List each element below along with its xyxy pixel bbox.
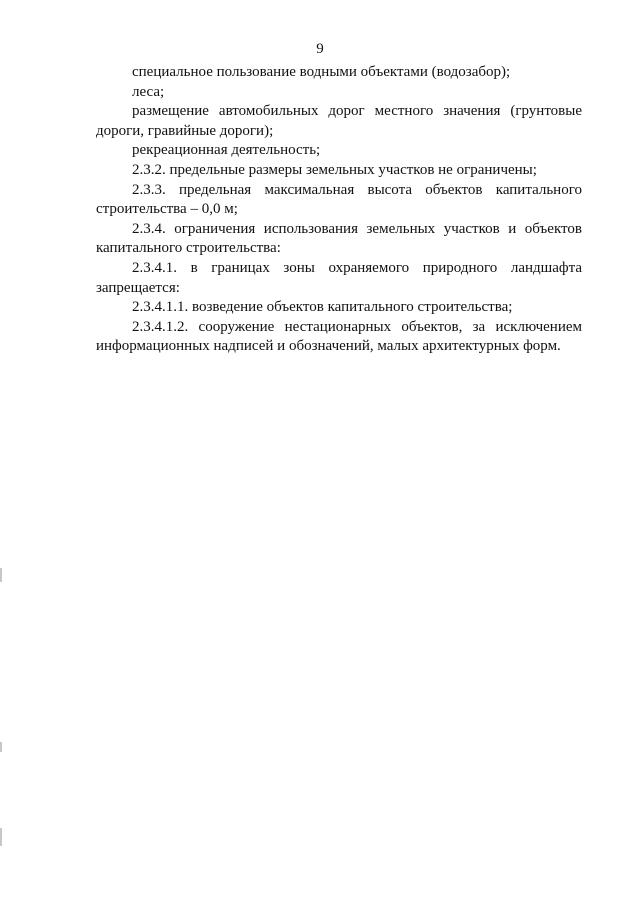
document-body: [96, 63, 582, 357]
paragraph-2-3-3: 2.3.3. предельная максимальная высота объектов капитального строительства – 0,0 м;: [96, 181, 582, 218]
scan-edge-mark: [0, 828, 2, 846]
paragraph-water-use: специальное пользование водными объектами (водозабор);: [132, 64, 511, 80]
paragraph-2-3-4-1: 2.3.4.1. в границах зоны охраняемого природного ландшафта запрещается:: [96, 259, 582, 296]
paragraph-forests: леса;: [132, 83, 165, 100]
paragraph-2-3-2: 2.3.2. предельные размеры земельных участков не ограничены;: [132, 161, 537, 178]
paragraph-2-3-4-1-1: 2.3.4.1.1. возведение объектов капитального строительства;: [132, 299, 513, 316]
paragraph-roads: размещение автомобильных дорог местного значения (грунтовые дороги, гравийные дороги);: [96, 103, 582, 139]
scan-edge-mark: [0, 742, 2, 752]
paragraph-2-3-4-1-2: 2.3.4.1.2. сооружение нестационарных объектов, за исключением информационных надписей и обозначений, малых архитектурных форм.: [96, 318, 582, 355]
page-number: 9: [316, 41, 324, 57]
paragraph-2-3-4: 2.3.4. ограничения использования земельных участков и объектов капитального строительства:: [96, 220, 582, 257]
paragraph-recreation: рекреационная деятельность;: [132, 142, 321, 159]
scan-edge-mark: [0, 568, 2, 582]
